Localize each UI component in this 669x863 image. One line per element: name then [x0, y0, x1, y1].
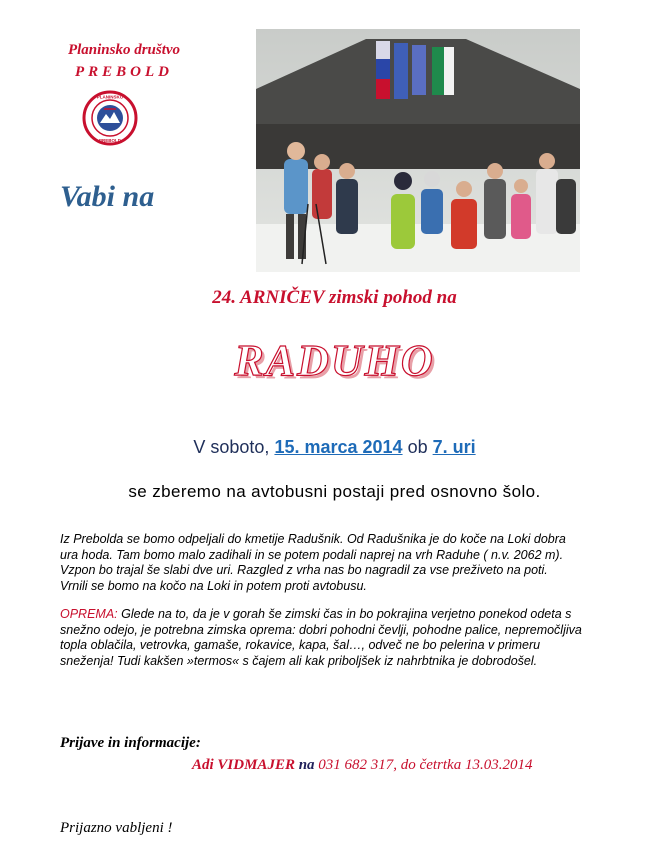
- contact-heading: Prijave in informacije:: [60, 735, 201, 751]
- meeting-point: se zberemo na avtobusni postaji pred osnovno šolo.: [128, 482, 541, 501]
- closing-text: Prijazno vabljeni !: [60, 820, 173, 836]
- club-logo-icon: [82, 90, 138, 146]
- event-title: 24. ARNIČEV zimski pohod na: [212, 287, 457, 308]
- hikers-photo: [256, 29, 580, 272]
- description-line: Vzpon bo trajal še slabi dve uri. Razgled z vrha nas bo nagradil za vse preživeto na poti.: [60, 563, 548, 577]
- equipment-line: [60, 607, 625, 623]
- contact-na: na: [294, 757, 319, 773]
- equipment-line: topla oblačila, vetrovka, gamaše, rokavice, kapa, šal…, odveč ne bo pelerina v primeru: [60, 638, 541, 652]
- description-line: ura hoda. Tam bomo malo zadihali in se potem podali naprej na vrh Raduhe ( n.v. 2062 m).: [60, 547, 564, 562]
- contact-name: Adi VIDMAJER: [192, 757, 295, 773]
- description-paragraph: [60, 532, 625, 594]
- date-mid: ob: [407, 437, 428, 457]
- svg-text:PREBOLD: PREBOLD: [98, 138, 122, 143]
- equipment-paragraph: [60, 607, 625, 669]
- description-line: Iz Prebolda se bomo odpeljali do kmetije Radušnik. Od Radušnika je do koče na Loki dobra: [60, 532, 566, 546]
- equipment-first-line: Glede na to, da je v gorah še zimski čas in bo pokrajina verjetno ponekod odeta s: [117, 607, 572, 621]
- equipment-label: OPREMA:: [60, 607, 118, 621]
- invite-heading: Vabi na: [60, 180, 155, 213]
- date-day: 15. marca 2014: [274, 437, 403, 457]
- equipment-line: snežno odejo, je potrebna zimska oprema: dobri pohodni čevlji, pohodne palice, nepremočljiva: [60, 622, 582, 637]
- date-time: 7. uri: [432, 437, 476, 457]
- event-date-line: [0, 437, 669, 458]
- contact-phone: 031 682 317, do četrtka 13.03.2014: [318, 757, 533, 773]
- description-line: Vrnili se bomo na kočo na Loki in potem proti avtobusu.: [60, 578, 367, 593]
- org-town: PREBOLD: [74, 64, 173, 80]
- svg-text:PLANINSKO: PLANINSKO: [96, 94, 124, 100]
- equipment-line: sneženja! Tudi kakšen »termos« s čajem ali kak priboljšek iz nahrbtnika je dobrodošel.: [60, 653, 538, 668]
- event-destination: RADUHO: [234, 336, 435, 385]
- date-prefix: V soboto,: [193, 437, 270, 457]
- contact-line: [192, 757, 532, 774]
- org-name: Planinsko društvo: [67, 42, 181, 58]
